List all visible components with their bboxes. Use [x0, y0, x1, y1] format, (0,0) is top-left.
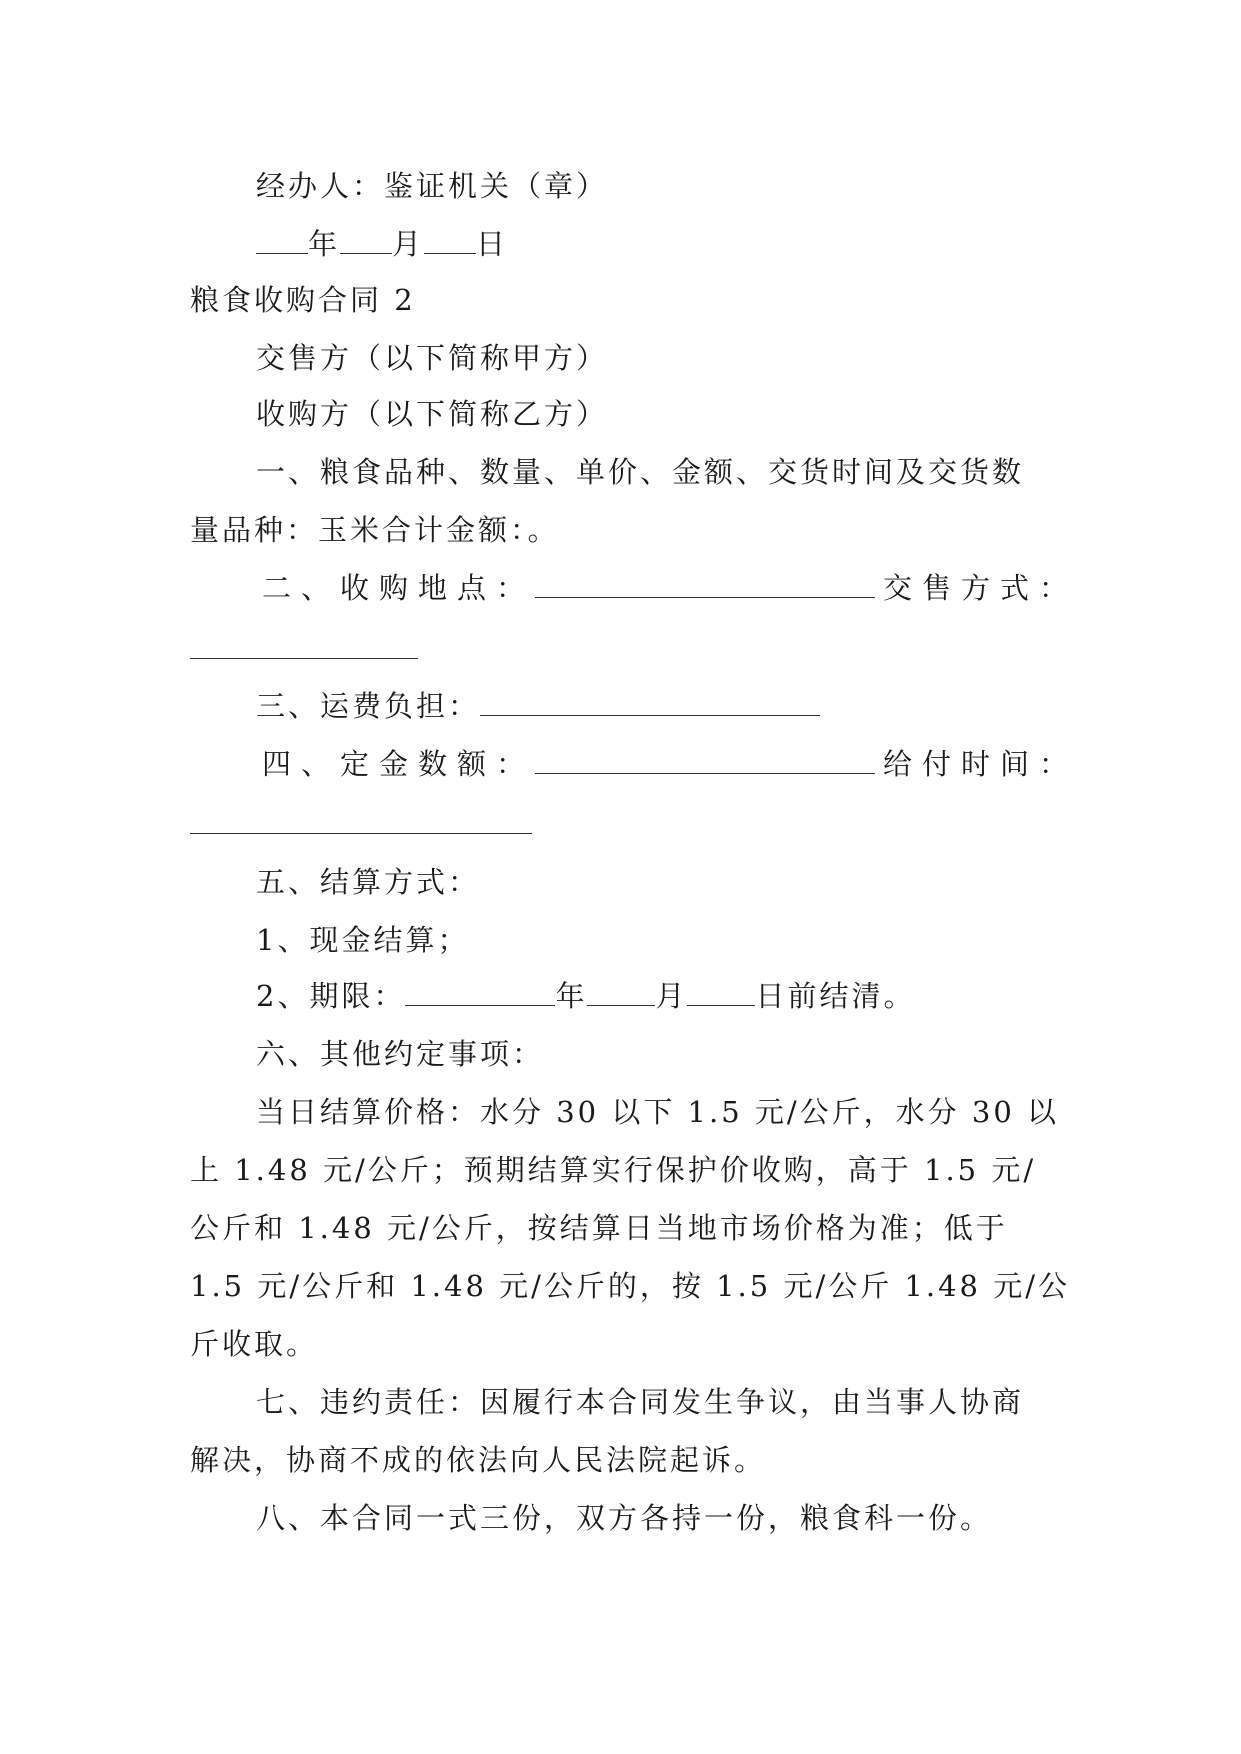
clause5-item2-suffix: 日前结清。: [755, 979, 916, 1013]
clause4-amount-label: 四、定金数额：: [262, 747, 536, 781]
day-blank: [424, 229, 476, 254]
clause3-label: 三、运费负担：: [256, 689, 481, 723]
signer-line: 经办人：鉴证机关（章）: [256, 169, 609, 203]
buyer-line: 收购方（以下简称乙方）: [256, 397, 609, 431]
clause7-line1: 七、违约责任：因履行本合同发生争议，由当事人协商: [256, 1385, 1025, 1419]
clause4-time-label: 给付时间：: [883, 747, 1079, 781]
date-month-label: 月: [392, 227, 425, 261]
clause5-item1: 1、现金结算；: [256, 923, 470, 957]
clause2-method-label: 交售方式：: [883, 571, 1079, 605]
year-blank: [256, 229, 308, 254]
clause5-label: 五、结算方式：: [256, 865, 481, 899]
seller-line: 交售方（以下简称甲方）: [256, 341, 609, 375]
clause7-line2: 解决，协商不成的依法向人民法院起诉。: [190, 1443, 767, 1477]
deposit-blank: [535, 749, 875, 774]
method-blank: [190, 658, 418, 659]
deadline-day-blank: [687, 981, 755, 1006]
clause8-line1: 八、本合同一式三份，双方各持一份，粮食科一份。: [256, 1501, 993, 1535]
place-blank: [535, 573, 875, 598]
date-day-label: 日: [476, 227, 509, 261]
clause6-line1: 当日结算价格：水分 30 以下 1.5 元/公斤，水分 30 以: [256, 1095, 1060, 1129]
clause5-item2-year: 年: [555, 979, 588, 1013]
clause2-place-label: 二、收购地点：: [262, 571, 536, 605]
clause6-line5: 斤收取。: [190, 1327, 319, 1361]
clause4-line: [262, 746, 1132, 782]
freight-blank: [480, 691, 820, 716]
clause6-line2: 上 1.48 元/公斤；预期结算实行保护价收购，高于 1.5 元/: [190, 1153, 1037, 1187]
contract-title: 粮食收购合同 2: [190, 283, 416, 317]
clause6-label: 六、其他约定事项：: [256, 1037, 545, 1071]
date-year-label: 年: [308, 227, 341, 261]
clause2-line: [262, 570, 1132, 606]
month-blank: [340, 229, 392, 254]
deadline-year-blank: [405, 981, 555, 1006]
clause1-line2: 量品种：玉米合计金额：。: [190, 513, 560, 547]
pay-time-blank: [190, 833, 532, 834]
clause5-item2: [256, 978, 1126, 1014]
clause6-line3: 公斤和 1.48 元/公斤，按结算日当地市场价格为准；低于: [190, 1211, 1008, 1245]
clause3-line: [256, 688, 1126, 724]
clause5-item2-month: 月: [655, 979, 688, 1013]
date-line: [256, 226, 1126, 262]
clause5-item2-prefix: 2、期限：: [256, 979, 406, 1013]
clause6-line4: 1.5 元/公斤和 1.48 元/公斤的，按 1.5 元/公斤 1.48 元/公: [190, 1269, 1070, 1303]
clause1-line1: 一、粮食品种、数量、单价、金额、交货时间及交货数: [256, 455, 1025, 489]
deadline-month-blank: [587, 981, 655, 1006]
